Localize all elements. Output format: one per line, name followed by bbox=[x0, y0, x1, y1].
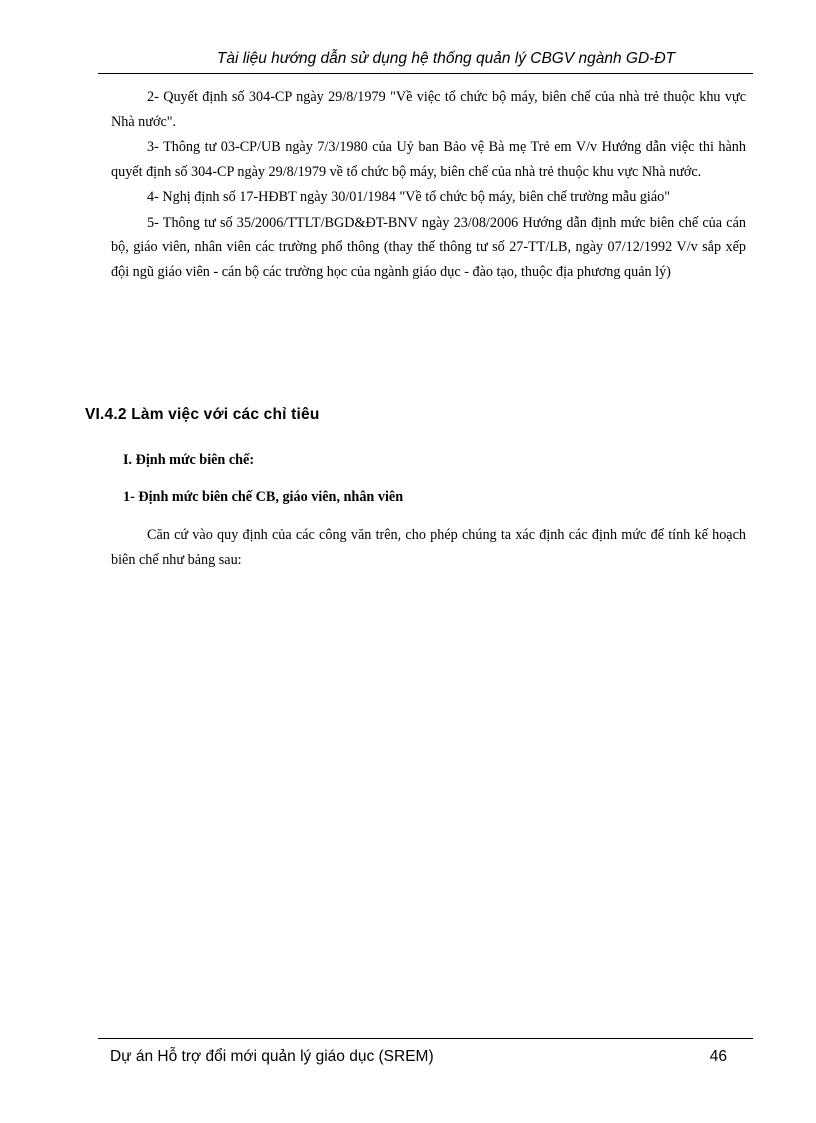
section-heading: VI.4.2 Làm việc với các chỉ tiêu bbox=[85, 406, 320, 423]
page-number: 46 bbox=[709, 1048, 727, 1065]
intro-paragraph: Căn cứ vào quy định của các công văn trên, cho phép chúng ta xác định các định mức để tính kế hoạch biên chế như bảng sau: bbox=[111, 527, 746, 568]
subheading-staffing-norms: I. Định mức biên chế: bbox=[123, 452, 255, 468]
reference-paragraph: 2- Quyết định số 304-CP ngày 29/8/1979 "Về việc tổ chức bộ máy, biên chế của nhà trẻ thuộc khu vực Nhà nước". bbox=[111, 89, 746, 130]
page-header bbox=[98, 47, 753, 74]
reference-paragraph: 5- Thông tư số 35/2006/TTLT/BGD&ĐT-BNV ngày 23/08/2006 Hướng dẫn định mức biên chế của cán bộ, giáo viên, nhân viên các trường phổ thông (thay thế thông tư số 27-TT/LB, ngày 07/12/1992 V/v sắp xếp đội ngũ giáo viên - cán bộ các trường học của ngành giáo dục - đào tạo, thuộc địa phương quản lý) bbox=[111, 214, 746, 280]
reference-paragraph: 4- Nghị định số 17-HĐBT ngày 30/01/1984 "Về tổ chức bộ máy, biên chế trường mẫu giáo" bbox=[147, 189, 671, 205]
subheading-staff-norms-detail: 1- Định mức biên chế CB, giáo viên, nhân viên bbox=[123, 489, 404, 505]
legal-references bbox=[111, 85, 746, 285]
page-footer bbox=[98, 1038, 753, 1078]
footer-project: Dự án Hỗ trợ đổi mới quản lý giáo dục (SREM) bbox=[110, 1048, 434, 1065]
intro-block bbox=[111, 523, 746, 573]
header-title: Tài liệu hướng dẫn sử dụng hệ thống quản lý CBGV ngành GD-ĐT bbox=[216, 50, 675, 67]
reference-paragraph: 3- Thông tư 03-CP/UB ngày 7/3/1980 của Uỷ ban Bảo vệ Bà mẹ Trẻ em V/v Hướng dẫn việc thi hành quyết định số 304-CP ngày 29/8/1979 về tổ chức bộ máy, biên chế của nhà trẻ thuộc khu vực Nhà nước. bbox=[111, 139, 746, 180]
